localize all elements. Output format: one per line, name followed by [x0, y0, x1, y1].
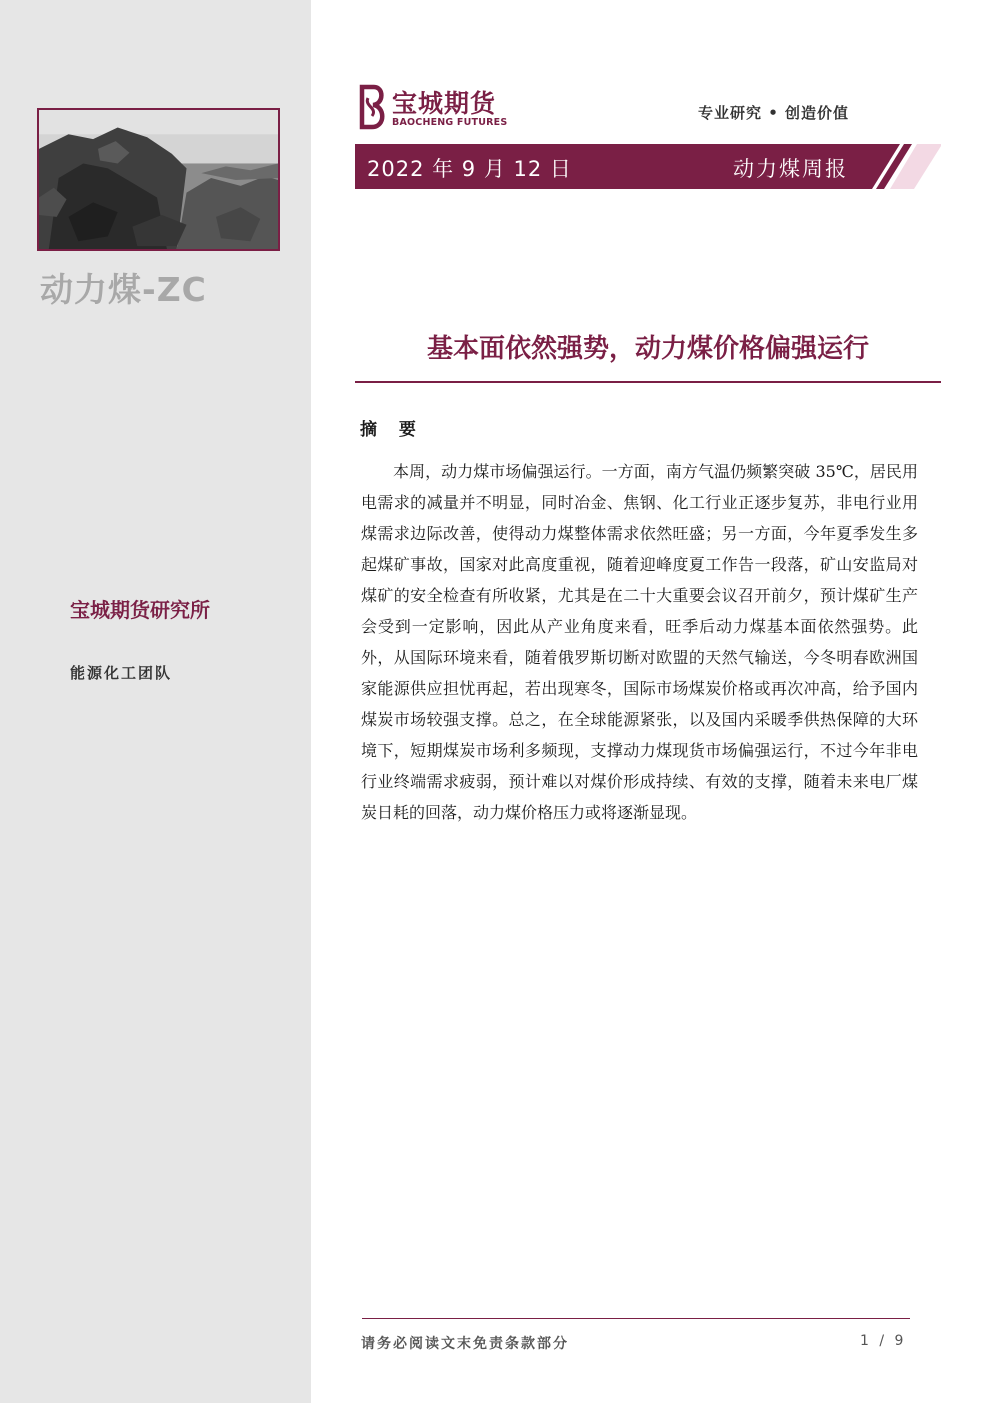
report-title: 基本面依然强势，动力煤价格偏强运行	[426, 334, 869, 364]
institute-name: 宝城期货研究所	[70, 598, 210, 622]
sidebar	[0, 0, 311, 1403]
company-logo	[356, 84, 526, 132]
report-banner	[355, 144, 941, 189]
abstract-body: 本周，动力煤市场偏强运行。一方面，南方气温仍频繁突破 35℃，居民用电需求的减量并不明显，同时冶金、焦钢、化工行业正逐步复苏，非电行业用煤需求边际改善，使得动力煤整体需求依然旺盛；另一方面，今年夏季发生多起煤矿事故，国家对此高度重视，随着迎峰度夏工作告一段落，矿山安监局对煤矿的安全检查有所收紧，尤其是在二十大重要会议召开前夕，预计煤矿生产会受到一定影响，因此从产业角度来看，旺季后动力煤基本面依然强势。此外，从国际环境来看，随着俄罗斯切断对欧盟的天然气输送，今冬明春欧洲国家能源供应担忧再起，若出现寒冬，国际市场煤炭价格或再次冲高，给予国内煤炭市场较强支撑。总之，在全球能源紧张，以及国内采暖季供热保障的大环境下，短期煤炭市场利多频现，支撑动力煤现货市场偏强运行，不过今年非电行业终端需求疲弱，预计难以对煤价形成持续、有效的支撑，随着未来电厂煤炭日耗的回落，动力煤价格压力或将逐渐显现。	[361, 462, 918, 822]
report-date: 2022 年 9 月 12 日	[367, 157, 572, 181]
logo-mark-icon	[356, 84, 388, 130]
team-name: 能源化工团队	[70, 664, 173, 682]
title-divider	[355, 381, 941, 383]
slogan: 专业研究 • 创造价值	[698, 104, 850, 122]
product-code: 动力煤-ZC	[40, 270, 207, 309]
coal-pile-photo	[37, 108, 280, 251]
footer-divider	[362, 1318, 910, 1319]
disclaimer-note: 请务必阅读文末免责条款部分	[361, 1336, 569, 1352]
logo-english-name: BAOCHENG FUTURES	[392, 117, 508, 128]
logo-chinese-name: 宝城期货	[392, 89, 497, 118]
page-number: 1 / 9	[860, 1333, 907, 1349]
report-type: 动力煤周报	[733, 157, 848, 181]
abstract-heading: 摘 要	[360, 420, 424, 440]
